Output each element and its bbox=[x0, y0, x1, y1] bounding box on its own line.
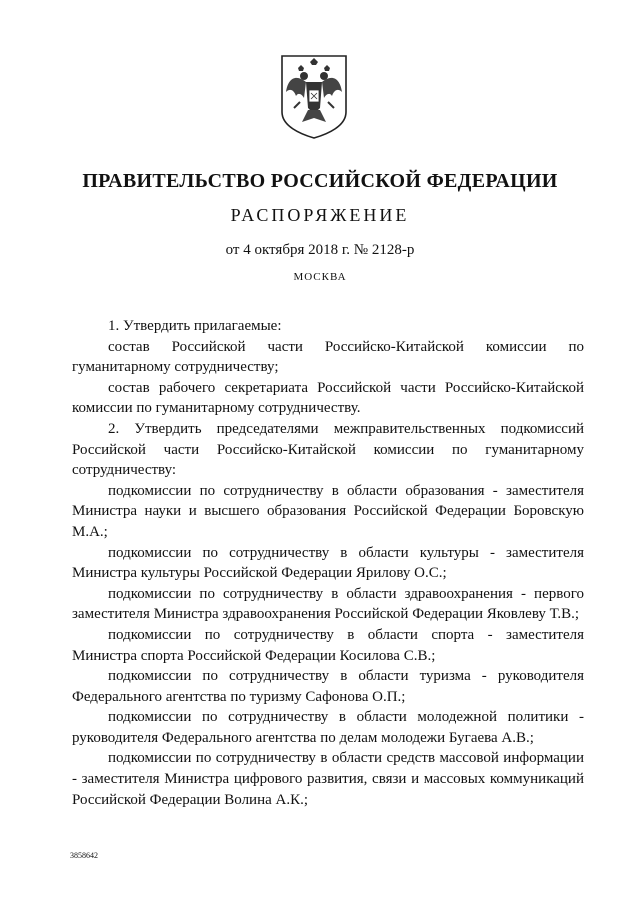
paragraph: подкомиссии по сотрудничеству в области молодежной политики - руководителя Федерального агентства по делам молодежи Бугаева А.В.; bbox=[72, 709, 584, 746]
coat-of-arms-icon bbox=[276, 52, 352, 140]
paragraph: подкомиссии по сотрудничеству в области средств массовой информации - заместителя Министра цифрового развития, связи и массовых коммуникаций Российской Федерации Волина А.К.; bbox=[72, 750, 584, 808]
paragraph: подкомиссии по сотрудничеству в области спорта - заместителя Министра спорта Российской Федерации Косилова С.В.; bbox=[72, 626, 584, 664]
document-type: РАСПОРЯЖЕНИЕ bbox=[230, 205, 410, 225]
document-date-number: от 4 октября 2018 г. № 2128-р bbox=[225, 242, 415, 258]
document-city: МОСКВА bbox=[293, 271, 347, 283]
paragraph: 1. Утвердить прилагаемые: bbox=[108, 318, 282, 334]
paragraph: подкомиссии по сотрудничеству в области здравоохранения - первого заместителя Министра здравоохранения Российской Федерации Яковлеву Т.В.; bbox=[72, 585, 584, 623]
paragraph: состав Российской части Российско-Китайской комиссии по гуманитарному сотрудничеству; bbox=[72, 338, 584, 376]
paragraph: подкомиссии по сотрудничеству в области образования - заместителя Министра науки и высшего образования Российской Федерации Боровскую М.А.; bbox=[72, 482, 584, 540]
paragraph: подкомиссии по сотрудничеству в области культуры - заместителя Министра культуры Российской Федерации Ярилову О.С.; bbox=[72, 544, 584, 582]
paragraph: 2. Утвердить председателями межправительственных подкомиссий Российской части Российско-Китайской комиссии по гуманитарному сотрудничеству: bbox=[72, 420, 584, 479]
government-title: ПРАВИТЕЛЬСТВО РОССИЙСКОЙ ФЕДЕРАЦИИ bbox=[82, 170, 558, 192]
paragraph: подкомиссии по сотрудничеству в области туризма - руководителя Федерального агентства по туризму Сафонова О.П.; bbox=[72, 668, 584, 705]
document-id: 3858642 bbox=[70, 851, 98, 860]
document-body bbox=[72, 316, 584, 810]
paragraph: состав рабочего секретариата Российской части Российско-Китайской комиссии по гуманитарному сотрудничеству. bbox=[72, 379, 584, 417]
